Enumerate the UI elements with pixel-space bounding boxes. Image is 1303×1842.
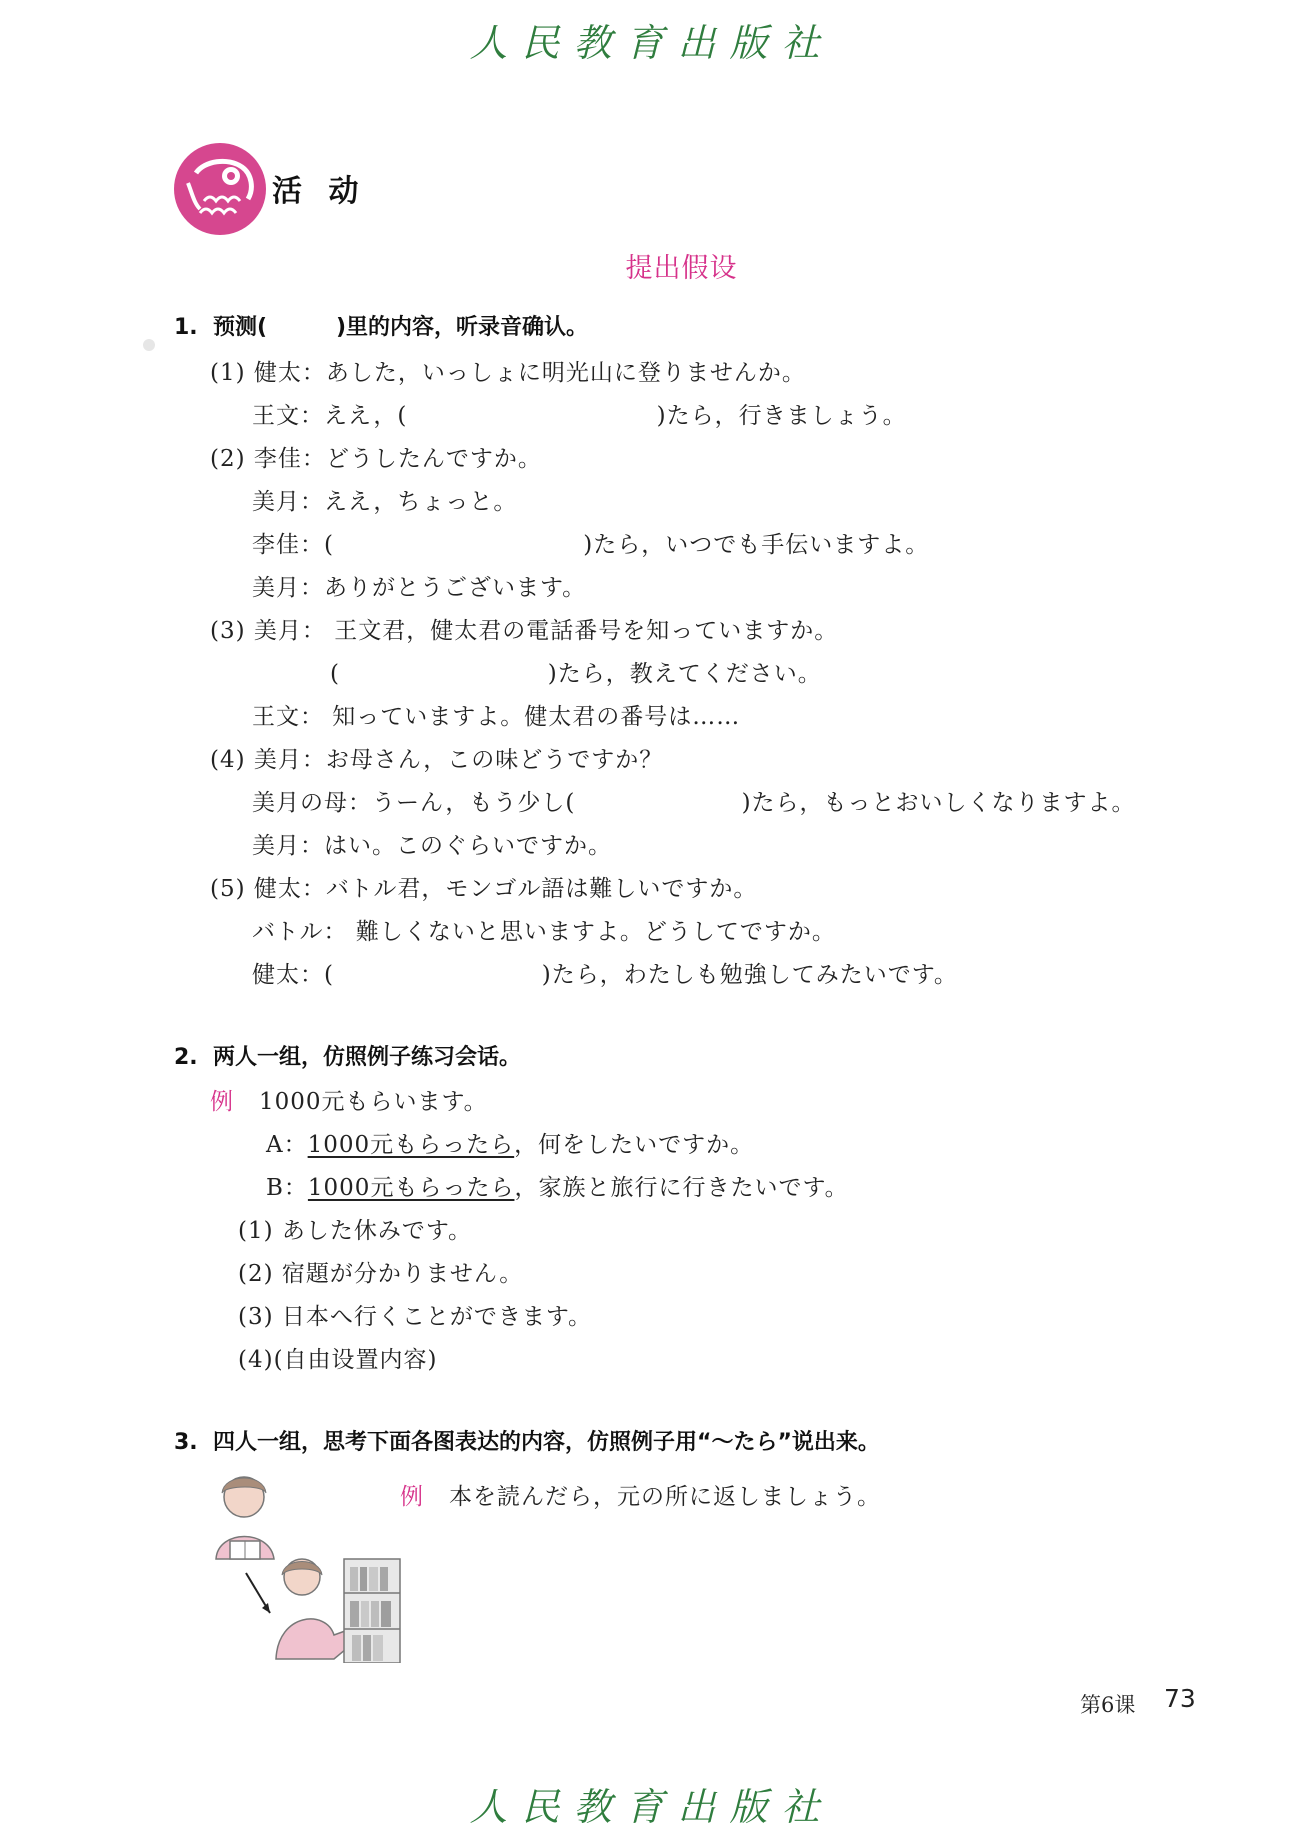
example-text: 本を読んだら，元の所に返しましょう。 (448, 1484, 881, 1510)
example-label: 例 (210, 1089, 234, 1115)
margin-dot (143, 339, 155, 351)
q1-line: 美月：ありがとうございます。 (252, 575, 587, 601)
page-number: 73 (1164, 1684, 1196, 1713)
underlined-phrase: 1000元もらったら (307, 1132, 515, 1158)
lesson-label: 第6课 (1080, 1693, 1136, 1717)
q1-line: (3) 美月： 王文君，健太君の電話番号を知っていますか。 (210, 618, 839, 644)
q2-heading: 2. 两人一组，仿照例子练习会话。 (174, 1045, 521, 1070)
speaker-a: A： (266, 1132, 308, 1158)
example-text: 1000元もらいます。 (258, 1089, 488, 1115)
q1-line: 王文： 知っていますよ。健太君の番号は…… (252, 704, 741, 730)
publisher-header: 人民教育出版社 (469, 21, 834, 65)
q1-line: 美月：はい。このぐらいですか。 (252, 833, 612, 859)
q2-item: (1) あした休みです。 (238, 1218, 473, 1244)
activity-fish-icon (174, 143, 266, 235)
q1-line: (2) 李佳：どうしたんですか。 (210, 446, 542, 472)
q2-example (210, 1083, 488, 1116)
q2-item: (3) 日本へ行くことができます。 (238, 1304, 593, 1330)
q1-line: (4) 美月：お母さん，この味どうですか？ (210, 747, 664, 773)
speaker-b: B： (266, 1175, 308, 1201)
q2-answer-a (266, 1126, 754, 1159)
q2-answer-b (266, 1169, 849, 1202)
q1-line: 王文：ええ，( )たら，行きましょう。 (252, 403, 907, 429)
q2-item: (4)(自由设置内容) (238, 1347, 438, 1373)
section-title: 活 动 (272, 174, 367, 209)
q1-line: 健太：( )たら，わたしも勉強してみたいです。 (252, 962, 958, 988)
answer-rest: ，何をしたいですか。 (514, 1132, 755, 1158)
q1-line: 美月の母：うーん，もう少し( )たら，もっとおいしくなりますよ。 (252, 790, 1136, 816)
underlined-phrase: 1000元もらったら (307, 1175, 515, 1201)
answer-rest: ，家族と旅行に行きたいです。 (514, 1175, 849, 1201)
q1-line: バトル： 難しくないと思いますよ。どうしてですか。 (252, 919, 836, 945)
q1-heading: 1. 预测( )里的内容，听录音确认。 (174, 315, 589, 340)
q3-example (400, 1478, 881, 1511)
q1-line: (5) 健太：バトル君，モンゴル語は難しいですか。 (210, 876, 758, 902)
q3-heading: 3. 四人一组，思考下面各图表达的内容，仿照例子用“～たら”说出来。 (174, 1430, 880, 1455)
q2-item: (2) 宿題が分かりません。 (238, 1261, 524, 1287)
q1-line: (1) 健太：あした，いっしょに明光山に登りませんか。 (210, 360, 806, 386)
example-label: 例 (400, 1484, 424, 1510)
q1-line: ( )たら，教えてください。 (330, 661, 822, 687)
publisher-footer: 人民教育出版社 (469, 1785, 834, 1829)
q1-line: 美月：ええ，ちょっと。 (252, 489, 518, 515)
reading-returning-book-illustration (206, 1463, 402, 1667)
q1-line: 李佳：( )たら，いつでも手伝いますよ。 (252, 532, 930, 558)
section-subtitle: 提出假设 (625, 253, 738, 284)
